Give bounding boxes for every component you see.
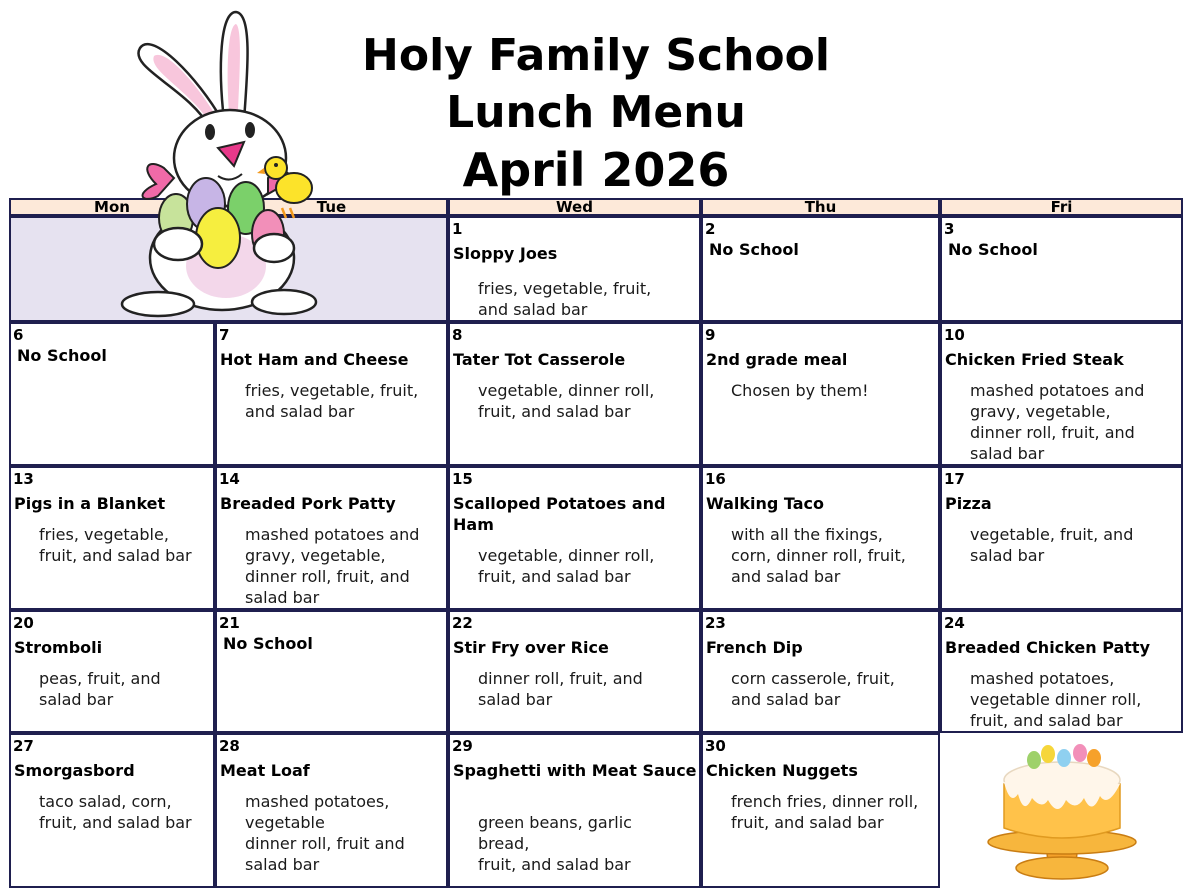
easter-cake-illustration bbox=[986, 736, 1138, 882]
day-number: 7 bbox=[219, 326, 230, 344]
day-number: 2 bbox=[705, 220, 716, 238]
weekday-header-thu: Thu bbox=[701, 198, 940, 216]
calendar-day-16 bbox=[701, 466, 940, 610]
bunny-foot-right bbox=[252, 290, 316, 314]
meal-sides: taco salad, corn, fruit, and salad bar bbox=[39, 792, 192, 832]
calendar-day-20 bbox=[9, 610, 215, 733]
meal-name: Smorgasbord bbox=[14, 761, 135, 780]
meal-sides: fries, vegetable, fruit, and salad bar bbox=[478, 279, 652, 319]
meal-name: No School bbox=[709, 240, 799, 259]
calendar-day-8 bbox=[448, 322, 701, 466]
calendar-day-7 bbox=[215, 322, 448, 466]
day-number: 16 bbox=[705, 470, 726, 488]
calendar-day-2 bbox=[701, 216, 940, 322]
day-number: 6 bbox=[13, 326, 24, 344]
calendar-day-6 bbox=[9, 322, 215, 466]
meal-name: No School bbox=[17, 346, 107, 365]
meal-sides: fries, vegetable, fruit, and salad bar bbox=[39, 525, 192, 565]
meal-sides: mashed potatoes, vegetable dinner roll, fruit, and salad bar bbox=[970, 669, 1142, 730]
calendar-day-10 bbox=[940, 322, 1183, 466]
calendar-day-24 bbox=[940, 610, 1183, 733]
calendar-day-15 bbox=[448, 466, 701, 610]
calendar-day-22 bbox=[448, 610, 701, 733]
meal-sides: fries, vegetable, fruit, and salad bar bbox=[245, 381, 419, 421]
weekday-header-fri: Fri bbox=[940, 198, 1183, 216]
day-number: 13 bbox=[13, 470, 34, 488]
meal-name: No School bbox=[948, 240, 1038, 259]
meal-sides: mashed potatoes and gravy, vegetable, dinner roll, fruit, and salad bar bbox=[970, 381, 1145, 463]
meal-name: Walking Taco bbox=[706, 494, 825, 513]
meal-name: 2nd grade meal bbox=[706, 350, 848, 369]
meal-name: Hot Ham and Cheese bbox=[220, 350, 409, 369]
meal-name: No School bbox=[223, 634, 313, 653]
meal-sides: dinner roll, fruit, and salad bar bbox=[478, 669, 643, 709]
calendar-day-23 bbox=[701, 610, 940, 733]
meal-sides: peas, fruit, and salad bar bbox=[39, 669, 161, 709]
meal-name: Stromboli bbox=[14, 638, 103, 657]
bunny-eye-right bbox=[245, 122, 255, 138]
calendar-day-9 bbox=[701, 322, 940, 466]
meal-sides: vegetable, dinner roll, fruit, and salad bar bbox=[478, 546, 655, 586]
calendar-day-28 bbox=[215, 733, 448, 888]
calendar-day-14 bbox=[215, 466, 448, 610]
bunny-paw-right bbox=[254, 234, 294, 262]
menu-title: Lunch Menu bbox=[446, 87, 746, 138]
calendar-day-21 bbox=[215, 610, 448, 733]
weekday-header-wed: Wed bbox=[448, 198, 701, 216]
meal-name: Pigs in a Blanket bbox=[14, 494, 166, 513]
day-number: 23 bbox=[705, 614, 726, 632]
meal-sides: Chosen by them! bbox=[731, 381, 869, 400]
meal-sides: vegetable, dinner roll, fruit, and salad bar bbox=[478, 381, 655, 421]
meal-sides: green beans, garlic bread, fruit, and salad bar bbox=[478, 813, 632, 874]
day-number: 8 bbox=[452, 326, 463, 344]
calendar-day-30 bbox=[701, 733, 940, 888]
meal-name: Pizza bbox=[945, 494, 992, 513]
meal-name: Sloppy Joes bbox=[453, 244, 558, 263]
day-number: 28 bbox=[219, 737, 240, 755]
bunny-eye-left bbox=[205, 124, 215, 140]
calendar-day-3 bbox=[940, 216, 1183, 322]
calendar-day-17 bbox=[940, 466, 1183, 610]
meal-name: Chicken Nuggets bbox=[706, 761, 858, 780]
day-number: 21 bbox=[219, 614, 240, 632]
meal-sides: mashed potatoes and gravy, vegetable, dinner roll, fruit, and salad bar bbox=[245, 525, 420, 607]
calendar-day-13 bbox=[9, 466, 215, 610]
day-number: 20 bbox=[13, 614, 34, 632]
cake-eggs bbox=[1027, 744, 1101, 769]
day-number: 1 bbox=[452, 220, 463, 238]
meal-name: Meat Loaf bbox=[220, 761, 310, 780]
meal-name: Tater Tot Casserole bbox=[453, 350, 626, 369]
day-number: 15 bbox=[452, 470, 473, 488]
bunny-foot-left bbox=[122, 292, 194, 316]
day-number: 22 bbox=[452, 614, 473, 632]
meal-sides: corn casserole, fruit, and salad bar bbox=[731, 669, 895, 709]
day-number: 29 bbox=[452, 737, 473, 755]
day-number: 24 bbox=[944, 614, 965, 632]
easter-bunny-illustration bbox=[118, 8, 318, 320]
meal-name: Stir Fry over Rice bbox=[453, 638, 609, 657]
day-number: 9 bbox=[705, 326, 716, 344]
meal-sides: french fries, dinner roll, fruit, and salad bar bbox=[731, 792, 919, 832]
calendar-day-1 bbox=[448, 216, 701, 322]
meal-name: Breaded Pork Patty bbox=[220, 494, 396, 513]
day-number: 14 bbox=[219, 470, 240, 488]
meal-name: Chicken Fried Steak bbox=[945, 350, 1124, 369]
bunny-paw-left bbox=[154, 228, 202, 260]
meal-name: Breaded Chicken Patty bbox=[945, 638, 1151, 657]
day-number: 10 bbox=[944, 326, 965, 344]
meal-sides: mashed potatoes, vegetable dinner roll, fruit and salad bar bbox=[245, 792, 405, 874]
weekday-header-mon: Mon bbox=[9, 198, 215, 216]
meal-name: Spaghetti with Meat Sauce bbox=[453, 761, 697, 780]
calendar-day-29 bbox=[448, 733, 701, 888]
meal-sides: vegetable, fruit, and salad bar bbox=[970, 525, 1134, 565]
meal-name: French Dip bbox=[706, 638, 803, 657]
day-number: 30 bbox=[705, 737, 726, 755]
month-title: April 2026 bbox=[462, 143, 730, 197]
day-number: 27 bbox=[13, 737, 34, 755]
school-name: Holy Family School bbox=[362, 30, 830, 81]
weekday-header-tue: Tue bbox=[215, 198, 448, 216]
meal-name: Scalloped Potatoes and Ham bbox=[453, 494, 666, 534]
calendar-day-27 bbox=[9, 733, 215, 888]
meal-sides: with all the fixings, corn, dinner roll, fruit, and salad bar bbox=[731, 525, 906, 586]
day-number: 3 bbox=[944, 220, 955, 238]
day-number: 17 bbox=[944, 470, 965, 488]
